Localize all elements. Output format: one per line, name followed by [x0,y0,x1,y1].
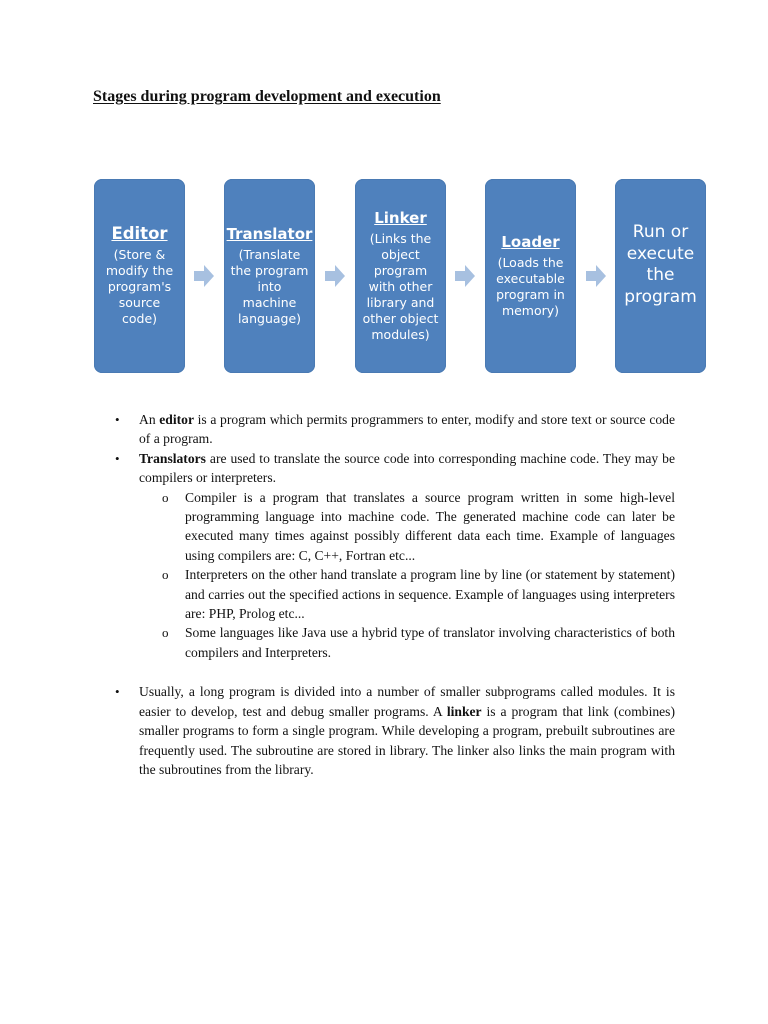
step-editor-desc: (Store & modify the program's source code) [105,247,174,326]
step-linker-title: Linker [374,209,427,227]
arrow-right-icon [586,265,606,287]
step-translator [224,179,315,373]
circle-bullet-icon: o [162,567,169,583]
step-loader-title: Loader [501,233,560,251]
bullet-editor-bold: editor [159,412,194,427]
bullet-linker-bold: linker [446,703,482,719]
sub-bullet-compiler [93,488,675,566]
step-linker [355,179,446,373]
sub-bullet-compiler-text: Compiler is a program that translates a source program written in some high-level programming language into machine code. The generated machine code can later be executed many times against possibly different data each time. Example of languages using compilers are: C, C++, Fortran etc... [185,489,675,563]
bullet-translators-bold: Translators [139,450,206,466]
bullet-dot-icon: • [115,450,120,466]
bullet-linker-rest: is a program that link (combines) smaller programs to form a single program. While developing a program, prebuilt subroutines are frequently used. The subroutine are stored in library. The linker also links the main program with the subroutines from the library. [139,703,675,777]
sub-bullet-interpreters-text: Interpreters on the other hand translate a program line by line (or statement by statement) and carries out the specified actions in sequence. Example of languages using interpreters are: PHP, Prolog etc... [185,567,675,622]
step-editor [94,179,185,373]
bullet-editor [93,410,675,449]
bullet-translators [93,449,675,488]
step-linker-desc: (Links the object program with other library and other object modules) [362,231,439,342]
bullet-editor-pre: An [139,412,160,427]
sub-bullet-hybrid-text: Some languages like Java use a hybrid type of translator involving characteristics of both compilers and Interpreters. [185,625,675,660]
step-loader-desc: (Loads the executable program in memory) [496,255,565,318]
bullet-dot-icon: • [115,684,120,700]
step-translator-desc: (Translate the program into machine language) [230,247,309,326]
step-run-text: Run or execute the program [624,222,697,307]
step-loader [485,179,576,373]
step-editor-title: Editor [111,224,168,243]
step-translator-title: Translator [226,225,313,243]
bullet-dot-icon: • [115,412,120,427]
circle-bullet-icon: o [162,489,169,505]
sub-bullet-interpreters [93,565,675,623]
body-text [93,410,675,779]
page-title: Stages during program development and execution [93,88,441,105]
circle-bullet-icon: o [162,625,169,641]
bullet-translators-rest: are used to translate the source code into corresponding machine code. They may be compilers or interpreters. [139,450,675,486]
arrow-right-icon [194,265,214,287]
bullet-linker-pre: Usually, a long program is divided into a number of smaller subprograms called modules. It is easier to develop, test and debug smaller programs. A [139,684,675,719]
step-run [615,179,706,373]
bullet-editor-rest: is a program which permits programmers to enter, modify and store text or source code of a program. [139,412,675,447]
arrow-right-icon [325,265,345,287]
bullet-linker [93,682,675,779]
arrow-right-icon [455,265,475,287]
stages-flow-diagram [94,179,706,373]
sub-bullet-hybrid [93,623,675,662]
